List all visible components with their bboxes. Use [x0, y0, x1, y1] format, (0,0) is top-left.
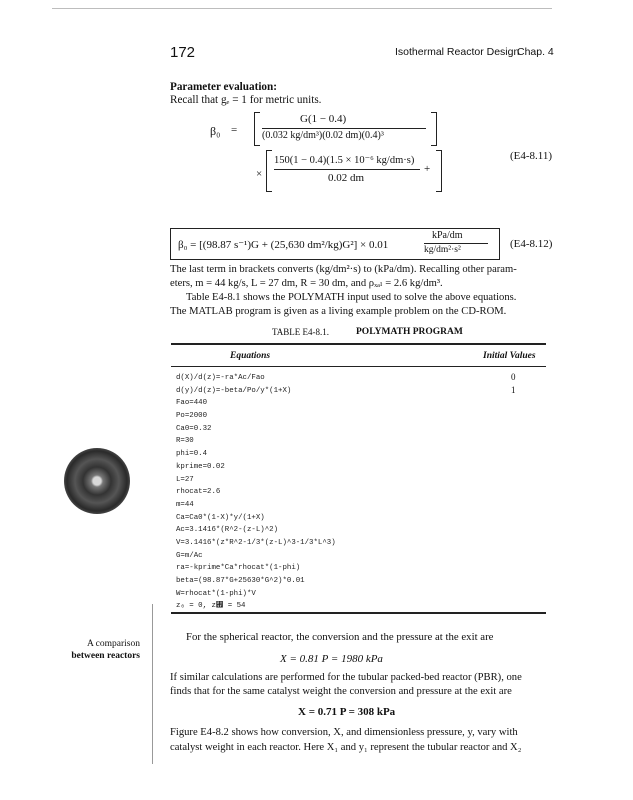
code-line: Po=2000 — [176, 412, 208, 421]
fraction1-denominator: (0.032 kg/dm³)(0.02 dm)(0.4)³ — [262, 130, 384, 141]
code-line: Ac=3.1416*(R^2-(z-L)^2) — [176, 526, 279, 535]
page-number: 172 — [170, 44, 196, 61]
code-line: m=44 — [176, 500, 194, 509]
code-line: Ca0=0.32 — [176, 424, 212, 433]
parameter-heading: Parameter evaluation: — [170, 81, 277, 93]
table-bottom-rule — [171, 612, 546, 614]
pbr-values: X = 0.71 P = 308 kPa — [298, 706, 396, 718]
table-header-rule — [171, 366, 546, 367]
spherical-intro: For the spherical reactor, the conversion and the pressure at the exit are — [186, 631, 494, 643]
running-title: Isothermal Reactor Design — [395, 46, 520, 58]
code-line: kprime=0.02 — [176, 462, 225, 471]
code-line: beta=(98.87*G+25630*G^2)*0.01 — [176, 577, 305, 585]
figure-line-2: catalyst weight in each reactor. Here X₁ and y₁ represent the tubular reactor and X₂ — [170, 742, 522, 753]
bracket-right-1 — [431, 112, 437, 146]
fraction3-denominator: kg/dm²·s² — [424, 245, 461, 255]
paragraph-line-1: The last term in brackets converts (kg/dm²·s) to (kPa/dm). Recalling other param- — [170, 264, 517, 275]
code-line: Fao=440 — [176, 399, 208, 408]
code-line: Ca=Ca0*(1-X)*y/(1+X) — [176, 513, 265, 522]
bracket-right-2 — [436, 150, 442, 192]
fraction3-numerator: kPa/dm — [432, 230, 463, 241]
column-header-equations: Equations — [230, 351, 271, 361]
figure-line-1: Figure E4-8.2 shows how conversion, X, and dimensionless pressure, y, vary with — [170, 727, 518, 738]
equation-label-e4-8-12: (E4-8.12) — [510, 238, 553, 250]
margin-rule — [152, 604, 153, 764]
plus-sign: + — [424, 163, 431, 175]
paragraph-line-2: eters, m = 44 kg/s, L = 27 dm, R = 30 dm, and ρₓₐₗ = 2.6 kg/dm³. — [170, 278, 443, 289]
fraction1-numerator: G(1 − 0.4) — [300, 113, 347, 125]
code-line: d(y)/d(z)=-beta/Po/y*(1+X) — [176, 386, 292, 395]
code-line: phi=0.4 — [176, 450, 208, 459]
initial-value-y: 1 — [511, 385, 516, 395]
code-line: ra=-kprime*Ca*rhocat*(1-phi) — [176, 564, 301, 573]
polymath-code — [176, 372, 336, 613]
pbr-line-1: If similar calculations are performed for the tubular packed-bed reactor (PBR), one — [170, 672, 522, 683]
code-line: G=m/Ac — [176, 551, 203, 560]
times-sign: × — [256, 168, 263, 180]
initial-value-x: 0 — [511, 372, 516, 382]
chapter-label: Chap. 4 — [517, 46, 554, 58]
equation-e4-8-12: β₀ = [(98.87 s⁻¹)G + (25,630 dm²/kg)G²] × 0.01 — [178, 239, 389, 251]
margin-note-line-2: between reactors — [71, 651, 140, 661]
spherical-values: X = 0.81 P = 1980 kPa — [280, 653, 383, 665]
code-line: d(X)/d(z)=-ra*Ac/Fao — [176, 374, 265, 382]
equation-label-e4-8-11: (E4-8.11) — [510, 150, 553, 162]
code-line: L=27 — [176, 475, 194, 484]
beta-symbol: β₀ — [210, 124, 221, 138]
paragraph-line-4: The MATLAB program is given as a living example problem on the CD-ROM. — [170, 306, 507, 317]
table-top-rule — [171, 343, 546, 345]
fraction2-numerator: 150(1 − 0.4)(1.5 × 10⁻⁶ kg/dm·s) — [274, 155, 415, 166]
code-line: W=rhocat*(1-phi)*V — [176, 589, 256, 598]
fraction2-bar — [274, 169, 420, 170]
fraction3-bar — [424, 243, 488, 244]
table-caption-title: POLYMATH PROGRAM — [356, 327, 463, 337]
code-line: V=3.1416*(z*R^2-1/3*(z-L)^3-1/3*L^3) — [176, 538, 336, 547]
top-rule — [52, 8, 552, 9]
paragraph-line-3: Table E4-8.1 shows the POLYMATH input used to solve the above equations. — [186, 292, 517, 303]
margin-note-line-1: A comparison — [86, 639, 140, 649]
recall-line: Recall that gₑ = 1 for metric units. — [170, 94, 322, 106]
bracket-left-1 — [254, 112, 260, 146]
table-caption-prefix: TABLE E4-8.1. — [272, 327, 330, 337]
code-line: z₀ = 0, z₟ = 54 — [176, 602, 246, 611]
code-line: R=30 — [176, 437, 194, 446]
pbr-line-2: finds that for the same catalyst weight the conversion and pressure at the exit are — [170, 686, 512, 697]
fraction2-denominator: 0.02 dm — [328, 172, 365, 184]
equals-sign: = — [231, 124, 238, 136]
bracket-left-2 — [266, 150, 272, 192]
code-line: rhocat=2.6 — [176, 488, 221, 497]
fraction1-bar — [262, 128, 426, 129]
column-header-initial-values: Initial Values — [483, 351, 536, 361]
margin-disc-graphic — [64, 448, 130, 514]
